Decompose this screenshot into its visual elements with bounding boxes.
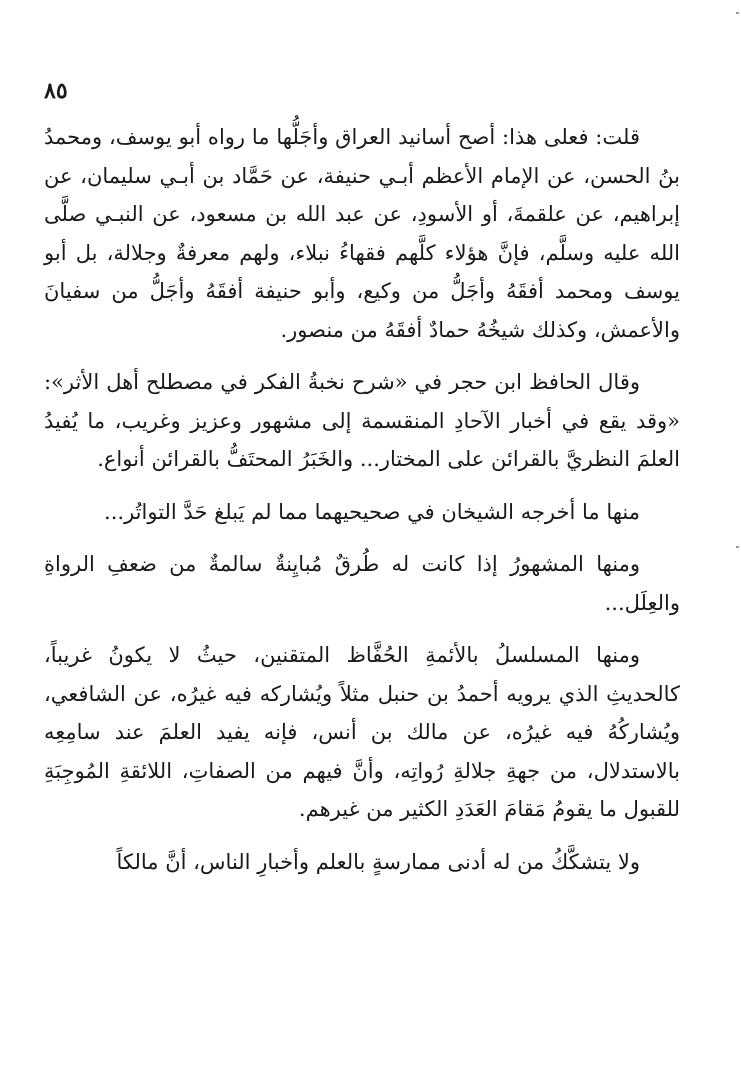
paragraph-3: منها ما أخرجه الشيخان في صحيحيهما مما لم يَبلغ حَدَّ التواتُر... (104, 499, 640, 524)
paragraph-6: ولا يتشكَّكُ من له أدنى ممارسةٍ بالعلم وأخبارِ الناس، أنَّ مالكاً (116, 849, 640, 874)
page-number: ٨٥ (44, 78, 68, 104)
margin-mark (736, 12, 739, 14)
paragraph-2: وقال الحافظ ابن حجر في «شرح نخبةُ الفكر في مصطلح أهل الأثر»: «وقد يقع في أخبار الآحادِ المنقسمة إلى مشهور وعزيز وغريب، ما يُفيدُ العلمَ النظريَّ بالقرائن على المختار... والخَبَرُ المحتَفُّ بالقرائن أنواع. (44, 370, 680, 471)
paragraph-4: ومنها المشهورُ إذا كانت له طُرقٌ مُبايِنةٌ سالمةٌ من ضعفِ الرواةِ والعِلَل... (44, 552, 680, 615)
paragraph-5: ومنها المسلسلُ بالأئمةِ الحُفَّاظ المتقنين، حيثُ لا يكونُ غريباً، كالحديثِ الذي يرويه أحمدُ بن حنبل مثلاً ويُشاركه فيه غيرُه، عن الشافعي، ويُشاركُهُ فيه غيرُه، عن مالك بن أنس، فإنه يفيد العلمَ عند سامِعِه بالاستدلال، من جهةِ جلالةِ رُواتِه، وأنَّ فيهم من الصفاتِ، اللائقةِ المُوجِبَةِ للقبول ما يقومُ مَقامَ العَدَدِ الكثير من غيرهم. (44, 643, 680, 821)
body-text (44, 118, 680, 895)
margin-mark (736, 546, 739, 548)
paragraph-1: قلت: فعلى هذا: أصح أسانيد العراق وأجَلُّها ما رواه أبو يوسف، ومحمدُ بنُ الحسن، عن الإمام الأعظم أبـي حنيفة، عن حَمَّاد بن أبـي سليمان، عن إبراهيم، عن علقمةَ، أو الأسودِ، عن عبد الله بن مسعود، عن النبـي صلَّى الله عليه وسلَّم، فإنَّ هؤلاء كلَّهم فقهاءُ نبلاء، ولهم معرفةٌ وجلالة، بل أبو يوسف ومحمد أفقَهُ وأجَلُّ من وكيع، وأبو حنيفة أفقَهُ وأجَلُّ من سفيانَ والأعمش، وكذلك شيخُهُ حمادٌ أفقَهُ من منصور. (44, 125, 680, 342)
